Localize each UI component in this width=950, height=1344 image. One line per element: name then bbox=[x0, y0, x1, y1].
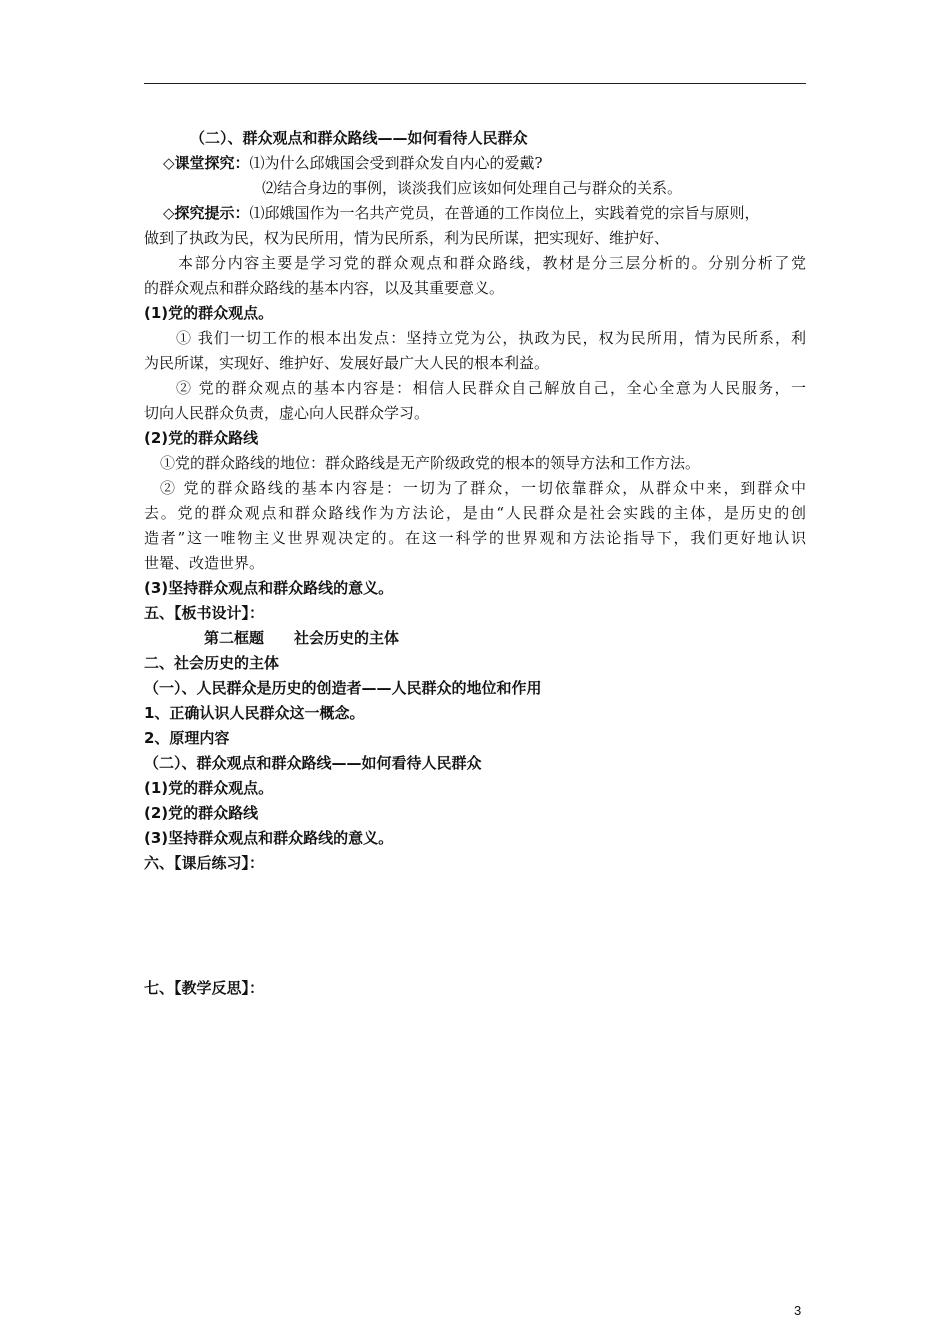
viewpoint-point-1-line-2: 为民所谋，实现好、维护好、发展好最广大人民的根本利益。 bbox=[144, 354, 550, 372]
paragraph-intro-line-1: 本部分内容主要是学习党的群众观点和群众路线，教材是分三层分析的。分别分析了党 bbox=[178, 254, 806, 272]
inquiry-hint-continued: 做到了执政为民，权为民所用，情为民所系，利为民所谋，把实现好、维护好、 bbox=[144, 229, 670, 247]
mass-line-content-line-4: 世罨、改造世界。 bbox=[144, 554, 265, 572]
section-heading-mass-viewpoint: （二）、群众观点和群众路线——如何看待人民群众 bbox=[190, 129, 528, 147]
board-title: 第二框题 社会历史的主体 bbox=[204, 629, 400, 647]
board-item-mass-viewpoint: （二）、群众观点和群众路线——如何看待人民群众 bbox=[144, 754, 482, 772]
board-item-principle: 2、原理内容 bbox=[144, 729, 230, 747]
header-rule bbox=[144, 83, 806, 84]
viewpoint-point-2-line-1: ② 党的群众观点的基本内容是：相信人民群众自己解放自己，全心全意为人民服务，一 bbox=[176, 379, 806, 397]
board-item-concept: 1、正确认识人民群众这一概念。 bbox=[144, 704, 365, 722]
page-number: 3 bbox=[794, 1303, 802, 1318]
section-five-heading: 五、【板书设计】： bbox=[144, 604, 265, 622]
mass-line-content-line-2: 去。党的群众观点和群众路线作为方法论，是由“人民群众是社会实践的主体，是历史的创 bbox=[144, 504, 806, 522]
mass-line-status: ①党的群众路线的地位：群众路线是无产阶级政党的根本的领导方法和工作方法。 bbox=[160, 454, 701, 472]
inquiry-question-1: ⑴为什么邱娥国会受到群众发自内心的爱戴? bbox=[249, 154, 543, 172]
inquiry-hint-text: ⑴邱娥国作为一名共产党员，在普通的工作岗位上，实践着党的宗旨与原则， bbox=[249, 204, 760, 222]
paragraph-intro-line-2: 的群众观点和群众路线的基本内容，以及其重要意义。 bbox=[144, 279, 505, 297]
board-item-significance: (3)坚持群众观点和群众路线的意义。 bbox=[144, 829, 394, 847]
subheading-significance: (3)坚持群众观点和群众路线的意义。 bbox=[144, 579, 394, 597]
inquiry-question-2: ⑵结合身边的事例，谈淡我们应该如何处理自己与群众的关系。 bbox=[262, 179, 683, 197]
viewpoint-point-2-line-2: 切向人民群众负责，虚心向人民群众学习。 bbox=[144, 404, 430, 422]
board-item-subject: 二、社会历史的主体 bbox=[144, 654, 280, 672]
mass-line-content-line-3: 造者”这一唯物主义世界观决定的。在这一科学的世界观和方法论指导下，我们更好地认识 bbox=[144, 529, 806, 547]
board-item-mass-line: (2)党的群众路线 bbox=[144, 804, 259, 822]
section-seven-heading: 七、【教学反思】： bbox=[144, 979, 265, 997]
subheading-mass-viewpoint: (1)党的群众观点。 bbox=[144, 304, 274, 322]
board-item-viewpoint: (1)党的群众观点。 bbox=[144, 779, 274, 797]
mass-line-content-line-1: ② 党的群众路线的基本内容是：一切为了群众，一切依靠群众，从群众中来，到群众中 bbox=[160, 479, 806, 497]
classroom-inquiry-row bbox=[163, 153, 825, 173]
inquiry-hint-row bbox=[163, 203, 806, 223]
viewpoint-point-1-line-1: ① 我们一切工作的根本出发点：坚持立党为公，执政为民，权为民所用，情为民所系，利 bbox=[176, 329, 806, 347]
subheading-mass-line: (2)党的群众路线 bbox=[144, 429, 259, 447]
inquiry-hint-label: ◇探究提示： bbox=[163, 204, 250, 222]
section-six-heading: 六、【课后练习】： bbox=[144, 854, 265, 872]
board-item-creators: （一）、人民群众是历史的创造者——人民群众的地位和作用 bbox=[144, 679, 542, 697]
classroom-inquiry-label: ◇课堂探究： bbox=[163, 154, 250, 172]
